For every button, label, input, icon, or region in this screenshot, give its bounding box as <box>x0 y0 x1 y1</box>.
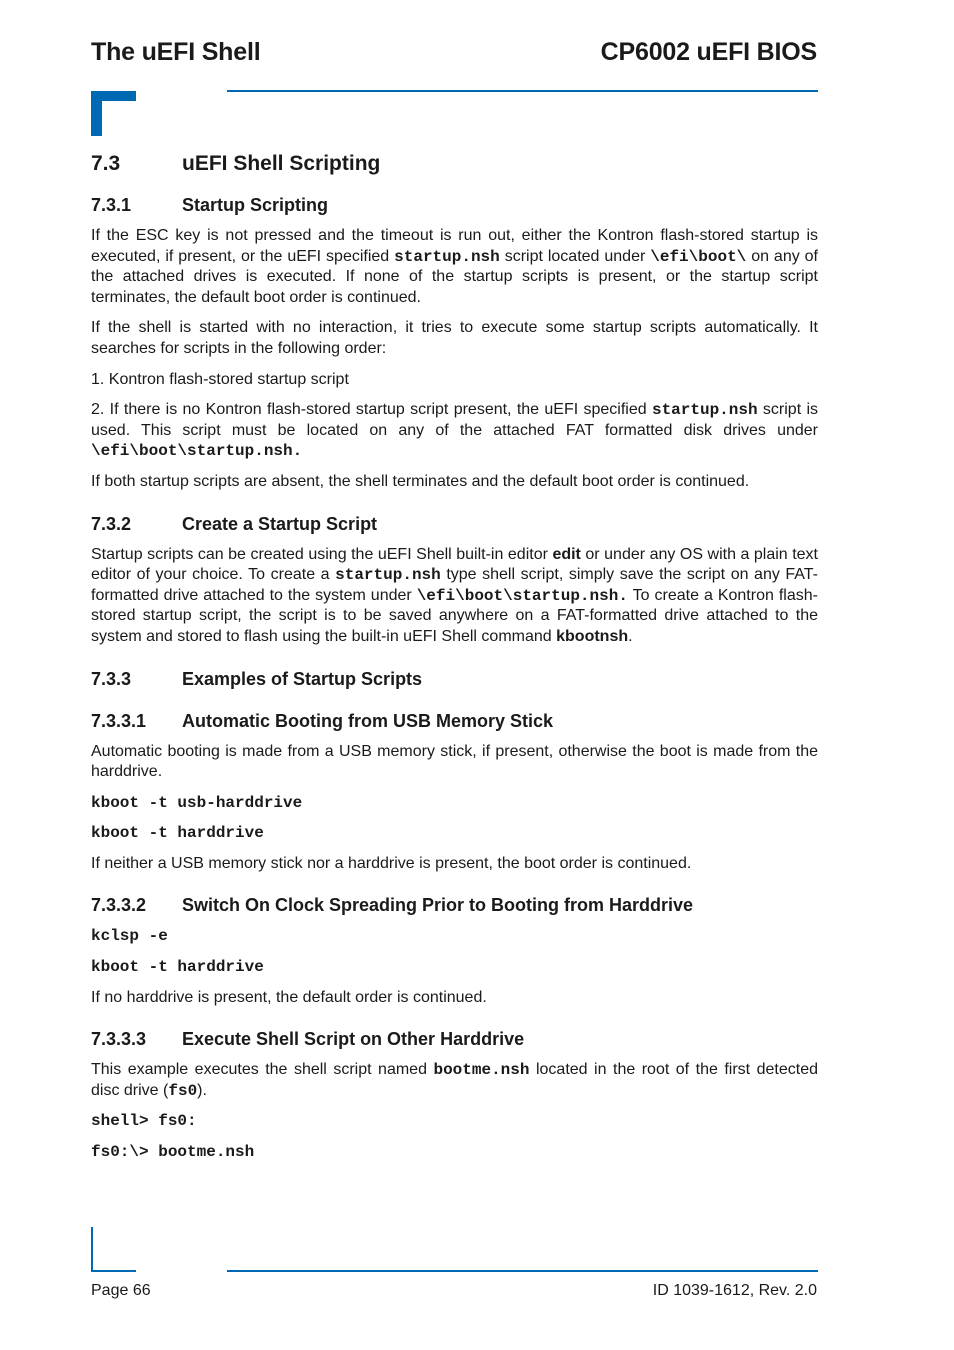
header-document-title: CP6002 uEFI BIOS <box>600 38 817 66</box>
footer-rule <box>227 1270 818 1272</box>
inline-code: startup.nsh <box>335 566 441 585</box>
bold-term: kbootnsh <box>556 627 629 645</box>
code-line: kboot -t harddrive <box>91 958 264 977</box>
page-content <box>91 152 818 1173</box>
heading-7-3 <box>91 152 818 176</box>
paragraph: This example executes the shell script named bootme.nsh located in the root of the first detected disc drive (fs0). <box>91 1061 818 1100</box>
heading-number: 7.3.2 <box>91 513 132 534</box>
inline-code: \efi\boot\startup.nsh. <box>416 586 628 605</box>
list-item: 1. Kontron flash-stored startup script <box>91 370 349 388</box>
document-id: ID 1039-1612, Rev. 2.0 <box>652 1282 817 1299</box>
heading-number: 7.3 <box>91 152 121 175</box>
heading-7-3-1 <box>91 195 818 216</box>
inline-code: startup.nsh <box>651 401 758 420</box>
paragraph: Automatic booting is made from a USB memory stick, if present, otherwise the boot is made from the harddrive. <box>91 742 818 781</box>
inline-code: \efi\boot\startup.nsh. <box>91 442 303 461</box>
heading-title: Startup Scripting <box>182 195 329 215</box>
heading-number: 7.3.3.3 <box>91 1029 147 1050</box>
heading-title: Switch On Clock Spreading Prior to Booting from Harddrive <box>182 895 694 916</box>
heading-title: Examples of Startup Scripts <box>182 668 423 689</box>
paragraph: If both startup scripts are absent, the shell terminates and the default boot order is continued. <box>91 472 750 490</box>
inline-code: \efi\boot\ <box>650 247 747 266</box>
heading-7-3-3-2 <box>91 895 818 916</box>
code-line: shell> fs0: <box>91 1112 197 1131</box>
bold-term: edit <box>552 545 581 563</box>
header-section-title: The uEFI Shell <box>91 38 261 66</box>
heading-7-3-3 <box>91 669 818 690</box>
paragraph: If the shell is started with no interaction, it tries to execute some startup scripts automatically. It searches for scripts in the following order: <box>91 319 818 357</box>
paragraph: Startup scripts can be created using the uEFI Shell built-in editor edit or under any OS with a plain text editor of your choice. To create a startup.nsh type shell script, simply save the script on any FAT-formatted drive attached to the system under \efi\boot\startup.nsh. To create a Kontron flash-stored startup script, the script is to be saved anywhere on a FAT-formatted drive attached to the system and stored to flash using the built-in uEFI Shell command kbootnsh. <box>91 545 819 645</box>
heading-title: Create a Startup Script <box>182 513 378 534</box>
paragraph: If the ESC key is not pressed and the timeout is run out, either the Kontron flash-stored startup is executed, if present, or the uEFI specified startup.nsh script located under \efi\boot\ on any of the attached drives is executed. If none of the startup scripts is present, or the startup script terminates, the default boot order is continued. <box>91 227 819 306</box>
heading-number: 7.3.3 <box>91 668 132 689</box>
corner-mark-bottom <box>91 1227 136 1272</box>
heading-7-3-3-1 <box>91 711 818 732</box>
paragraph: If neither a USB memory stick nor a harddrive is present, the boot order is continued. <box>91 854 692 872</box>
inline-code: startup.nsh <box>394 247 500 266</box>
heading-number: 7.3.3.2 <box>91 895 147 916</box>
inline-code: bootme.nsh <box>433 1061 530 1080</box>
heading-7-3-2 <box>91 514 818 535</box>
code-line: kboot -t harddrive <box>91 824 264 843</box>
corner-mark-top <box>91 91 136 136</box>
heading-number: 7.3.1 <box>91 195 132 215</box>
header-rule <box>227 90 818 92</box>
heading-title: Execute Shell Script on Other Harddrive <box>182 1029 525 1050</box>
code-line: kclsp -e <box>91 927 168 946</box>
list-item: 2. If there is no Kontron flash-stored startup script present, the uEFI specified startup.nsh script is used. This script must be located on any of the attached FAT formatted disk drives under \efi\boot\startup.nsh. <box>91 401 819 461</box>
page-number: Page 66 <box>91 1282 151 1299</box>
heading-number: 7.3.3.1 <box>91 710 147 731</box>
inline-code: fs0 <box>168 1081 198 1100</box>
code-line: fs0:\> bootme.nsh <box>91 1143 255 1162</box>
paragraph: If no harddrive is present, the default order is continued. <box>91 988 487 1006</box>
heading-title: Automatic Booting from USB Memory Stick <box>182 710 554 731</box>
code-line: kboot -t usb-harddrive <box>91 793 303 812</box>
heading-7-3-3-3 <box>91 1029 818 1050</box>
heading-title: uEFI Shell Scripting <box>182 152 381 175</box>
